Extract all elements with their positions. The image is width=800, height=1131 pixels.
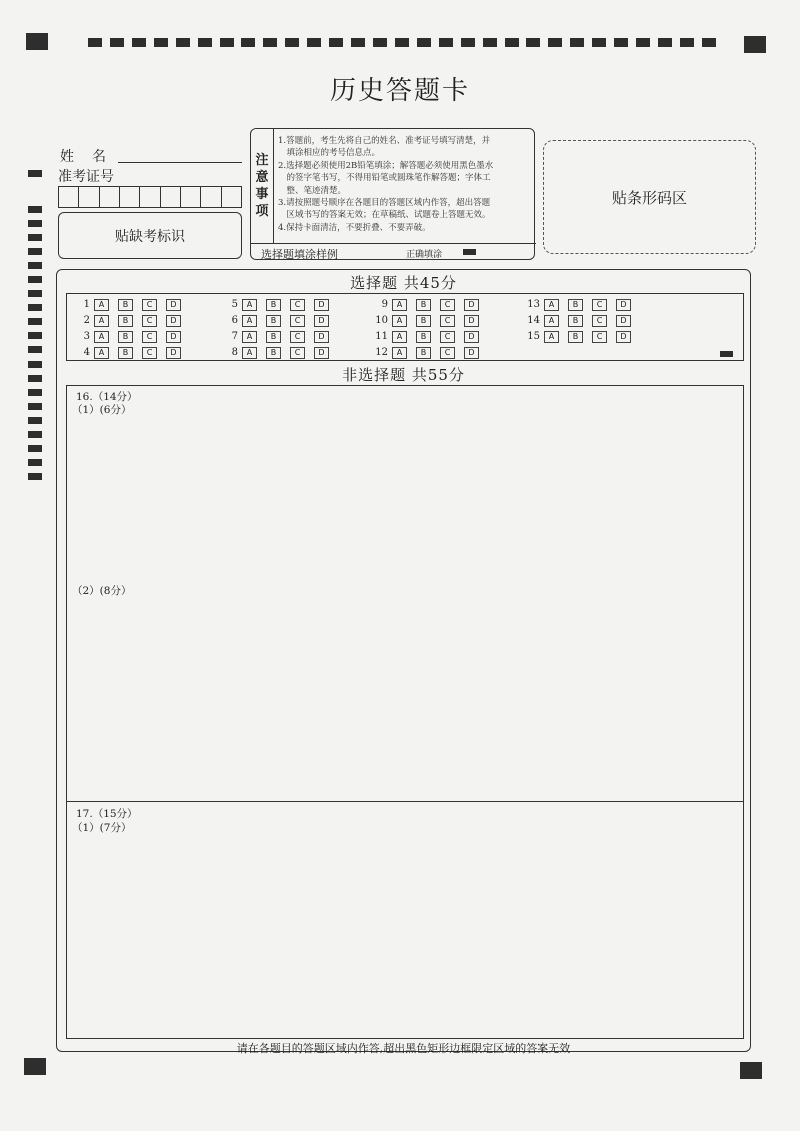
mc-question-number: 6 [231,315,238,326]
mc-question-1 [62,298,190,311]
mc-question-number: 3 [83,331,90,342]
mc-option-d-bubble[interactable]: D [166,315,181,327]
mc-option-b-bubble[interactable]: B [416,347,431,359]
footer-note: 请在各题目的答题区域内作答,超出黑色矩形边框限定区域的答案无效 [236,1042,571,1055]
open-heading: 非选择题 共55分 [342,366,465,384]
mc-option-c-bubble[interactable]: C [142,331,157,343]
open-answer-box[interactable] [66,385,744,1039]
mc-option-b-bubble[interactable]: B [416,315,431,327]
mc-option-b-bubble[interactable]: B [118,347,133,359]
barcode-label: 贴条形码区 [611,188,687,207]
correct-fill-label: 正确填涂 [406,250,443,260]
mc-question-4 [62,346,190,359]
mc-question-5 [210,298,338,311]
mc-option-a-bubble[interactable]: A [544,299,559,311]
mc-option-b-bubble[interactable]: B [118,331,133,343]
mc-option-a-bubble[interactable]: A [392,347,407,359]
mc-option-d-bubble[interactable]: D [314,299,329,311]
mc-question-15 [512,330,640,343]
mc-question-12 [360,346,488,359]
mc-question-number: 7 [231,331,238,342]
name-field[interactable] [118,162,242,163]
mc-option-d-bubble[interactable]: D [464,315,479,327]
mc-question-number: 11 [375,331,388,342]
corner-mark-bottom-right [740,1062,762,1079]
side-timing-marks [28,206,42,480]
mc-option-d-bubble[interactable]: D [616,299,631,311]
q16-part2: （2）(8分） [72,585,132,597]
mc-option-c-bubble[interactable]: C [592,315,607,327]
corner-mark-top-right [744,36,766,53]
mc-question-number: 12 [375,347,388,358]
mc-option-d-bubble[interactable]: D [166,299,181,311]
mc-option-d-bubble[interactable]: D [314,347,329,359]
q16-part1: （1）(6分） [72,404,132,416]
mc-question-number: 9 [381,299,388,310]
mc-question-10 [360,314,488,327]
notice-text: 1.答题前，考生先将自己的姓名、准考证号填写清楚，并 填涂相应的考号信息点。 2.选择题必须使用2B铅笔填涂；解答题必须使用黑色墨水 的签字笔书写，不得用铅笔或圆珠笔作解答题；字体工 整、笔迹清楚。 3.请按照题号顺序在各题目的答题区域内作答，超出答题 区域书写的答案无效；在草稿纸、试题卷上答题无效。 4.保持卡面清洁，不要折叠、不要弄破。 [278,136,494,233]
mc-question-13 [512,298,640,311]
mc-question-9 [360,298,488,311]
mc-option-c-bubble[interactable]: C [592,331,607,343]
mc-option-b-bubble[interactable]: B [568,299,583,311]
mc-option-a-bubble[interactable]: A [392,299,407,311]
mc-option-d-bubble[interactable]: D [464,331,479,343]
mc-heading: 选择题 共45分 [350,274,457,292]
mc-option-d-bubble[interactable]: D [616,315,631,327]
mc-option-d-bubble[interactable]: D [314,331,329,343]
absent-sticker-label: 贴缺考标识 [115,228,185,245]
mc-option-a-bubble[interactable]: A [544,331,559,343]
side-mark-single [28,170,42,177]
mc-option-c-bubble[interactable]: C [592,299,607,311]
absent-sticker-area [58,212,242,259]
corner-mark-bottom-left [24,1058,46,1075]
q17-part1: （1）(7分） [72,822,132,834]
mc-option-c-bubble[interactable]: C [142,315,157,327]
mc-question-6 [210,314,338,327]
mc-question-14 [512,314,640,327]
mc-option-c-bubble[interactable]: C [440,331,455,343]
mc-option-c-bubble[interactable]: C [142,299,157,311]
mc-option-a-bubble[interactable]: A [392,315,407,327]
mc-question-8 [210,346,338,359]
mc-option-a-bubble[interactable]: A [544,315,559,327]
mc-question-7 [210,330,338,343]
mc-option-a-bubble[interactable]: A [94,299,109,311]
mc-question-number: 5 [231,299,238,310]
mc-option-d-bubble[interactable]: D [616,331,631,343]
mc-option-b-bubble[interactable]: B [118,315,133,327]
mc-option-c-bubble[interactable]: C [290,347,305,359]
mc-option-d-bubble[interactable]: D [464,347,479,359]
mc-option-a-bubble[interactable]: A [94,347,109,359]
q17-title: 17.（15分） [76,808,138,820]
mc-option-b-bubble[interactable]: B [266,315,281,327]
mc-option-d-bubble[interactable]: D [166,347,181,359]
q16-title: 16.（14分） [76,391,138,403]
mc-option-a-bubble[interactable]: A [242,315,257,327]
mc-option-d-bubble[interactable]: D [314,315,329,327]
mc-question-number: 4 [83,347,90,358]
mc-question-number: 14 [527,315,540,326]
mc-option-b-bubble[interactable]: B [568,331,583,343]
notice-box [250,128,535,260]
mc-option-b-bubble[interactable]: B [568,315,583,327]
barcode-area [543,140,756,254]
mc-option-a-bubble[interactable]: A [242,347,257,359]
mc-option-b-bubble[interactable]: B [266,299,281,311]
mc-question-number: 10 [375,315,388,326]
mc-question-3 [62,330,190,343]
mc-question-number: 15 [527,331,540,342]
mc-option-d-bubble[interactable]: D [464,299,479,311]
notice-heading: 注 意 事 项 [251,129,274,243]
mc-question-2 [62,314,190,327]
mc-option-d-bubble[interactable]: D [166,331,181,343]
mc-timing-mark [720,351,733,357]
mc-question-number: 8 [231,347,238,358]
mc-option-b-bubble[interactable]: B [416,299,431,311]
page-title: 历史答题卡 [329,76,470,106]
mc-option-c-bubble[interactable]: C [440,299,455,311]
answer-divider [66,801,744,802]
mc-option-b-bubble[interactable]: B [416,331,431,343]
mc-option-c-bubble[interactable]: C [142,347,157,359]
mc-option-c-bubble[interactable]: C [290,299,305,311]
mc-option-a-bubble[interactable]: A [392,331,407,343]
mc-option-c-bubble[interactable]: C [440,315,455,327]
mc-question-11 [360,330,488,343]
mc-option-c-bubble[interactable]: C [440,347,455,359]
mc-option-c-bubble[interactable]: C [290,315,305,327]
mc-option-a-bubble[interactable]: A [94,331,109,343]
fill-sample-row [251,243,536,261]
mc-option-b-bubble[interactable]: B [118,299,133,311]
mc-option-a-bubble[interactable]: A [94,315,109,327]
corner-mark-top-left [26,33,48,50]
exam-id-label: 准考证号 [58,169,114,185]
top-timing-marks [88,38,716,47]
mc-option-b-bubble[interactable]: B [266,331,281,343]
fill-sample-label: 选择题填涂样例 [261,248,338,261]
mc-question-number: 13 [527,299,540,310]
name-label: 姓 名 [60,149,108,165]
mc-option-a-bubble[interactable]: A [242,299,257,311]
mc-option-c-bubble[interactable]: C [290,331,305,343]
mc-question-number: 2 [83,315,90,326]
exam-id-grid[interactable] [58,186,242,208]
mc-option-b-bubble[interactable]: B [266,347,281,359]
mc-option-a-bubble[interactable]: A [242,331,257,343]
correct-fill-sample [463,249,476,255]
mc-question-number: 1 [83,299,90,310]
